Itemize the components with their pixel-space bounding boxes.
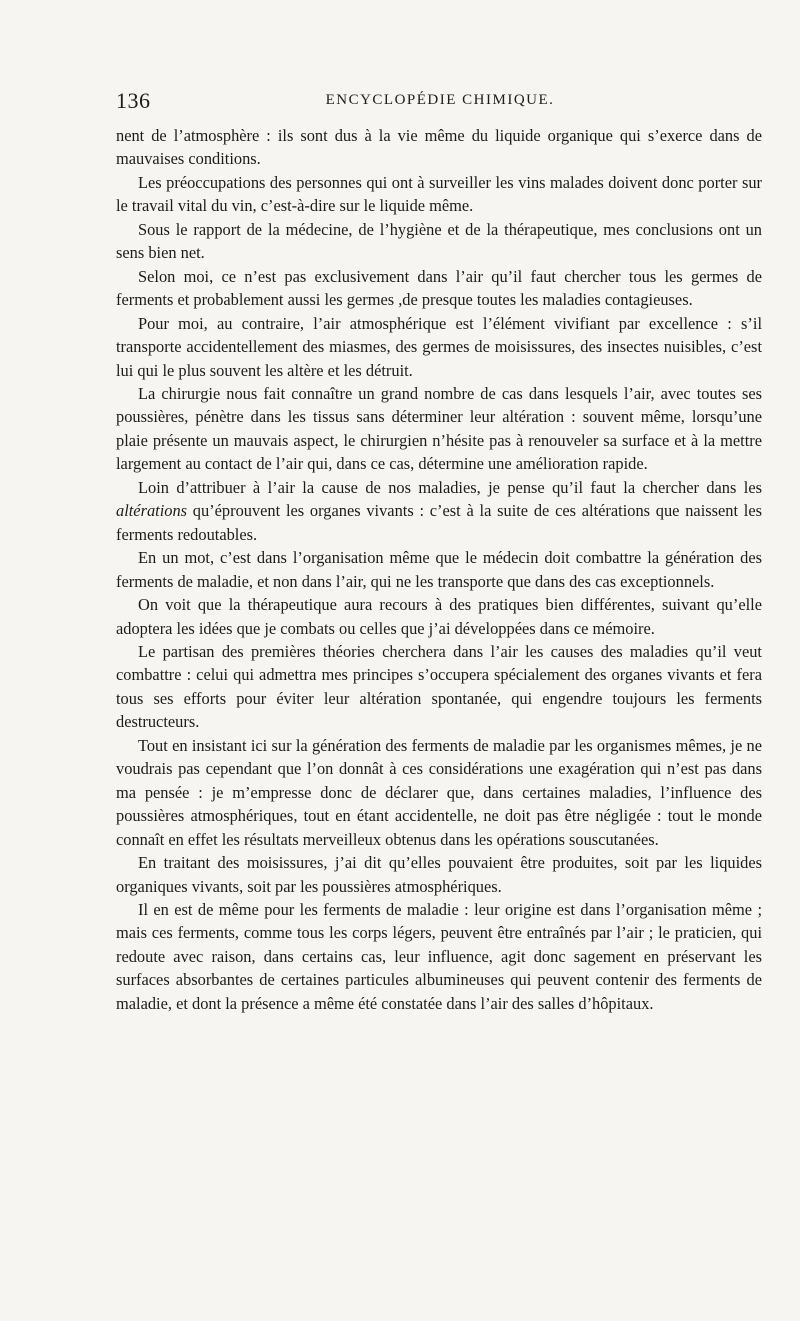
paragraph-text: Loin d’attribuer à l’air la cause de nos maladies, je pense qu’il faut la chercher dans les	[138, 477, 762, 497]
paragraph: Il en est de même pour les ferments de maladie : leur origine est dans l’organisation même ; mais ces ferments, comme tous les corps légers, peuvent être entraînés par l’air ; le praticien, qui redoute avec raison, dans certains cas, leur influence, agit donc sagement en préservant les surfaces absorbantes de certaines particules albumineuses qui peuvent contenir des ferments de maladie, et dont la présence a même été constatée dans l’air des salles d’hôpitaux.	[116, 899, 762, 1013]
italic-term: altérations	[116, 501, 188, 521]
paragraph: On voit que la thérapeutique aura recours à des pratiques bien différentes, suivant qu’elle adoptera les idées que je combats ou celles que j’ai développées dans ce mémoire.	[116, 595, 762, 638]
paragraph: Tout en insistant ici sur la génération des ferments de maladie par les organismes mêmes, je ne voudrais pas cependant que l’on donnât à ces considérations une exagération qui n’est pas dans ma pensée : je m’empresse donc de déclarer que, dans certaines maladies, l’influence des poussières atmosphériques, tout en étant accidentelle, ne doit pas être négligée : tout le monde connaît en effet les résultats merveilleux obtenus dans les opérations souscutanées.	[116, 735, 762, 849]
body-text	[116, 124, 762, 1015]
paragraph: En un mot, c’est dans l’organisation même que le médecin doit combattre la génération des ferments de maladie, et non dans l’air, qui ne les transporte que dans des cas exceptionnels.	[116, 548, 762, 591]
paragraph: Pour moi, au contraire, l’air atmosphérique est l’élément vivifiant par excellence : s’il transporte accidentellement des miasmes, des germes de moisissures, des insectes nuisibles, c’est lui qui le plus souvent les altère et les détruit.	[116, 313, 762, 380]
paragraph: Selon moi, ce n’est pas exclusivement dans l’air qu’il faut chercher tous les germes de ferments et probablement aussi les germes ,de presque toutes les maladies contagieuses.	[116, 266, 762, 310]
paragraph: La chirurgie nous fait connaître un grand nombre de cas dans lesquels l’air, avec toutes ses poussières, pénètre dans les tissus sans déterminer leur altération : souvent même, lorsqu’une plaie présente un mauvais aspect, le chirurgien n’hésite pas à renouveler sa surface et à la mettre largement au contact de l’air qui, dans ce cas, détermine une amélioration rapide.	[116, 383, 762, 474]
paragraph-text: qu’éprouvent les organes vivants : c’est à la suite de ces altérations que naissent les ferments redoutables.	[116, 501, 762, 544]
paragraph: nent de l’atmosphère : ils sont dus à la vie même du liquide organique qui s’exerce dans de mauvaises conditions.	[116, 126, 762, 169]
running-head: ENCYCLOPÉDIE CHIMIQUE.	[325, 92, 555, 108]
page-number: 136	[116, 88, 151, 113]
paragraph: Sous le rapport de la médecine, de l’hygiène et de la thérapeutique, mes conclusions ont un sens bien net.	[116, 219, 762, 263]
page-header	[116, 88, 764, 116]
paragraph: En traitant des moisissures, j’ai dit qu’elles pouvaient être produites, soit par les liquides organiques vivants, soit par les poussières atmosphériques.	[116, 853, 762, 896]
paragraph	[116, 476, 762, 546]
paragraph: Le partisan des premières théories cherchera dans l’air les causes des maladies qu’il veut combattre : celui qui admettra mes principes s’occupera spécialement des organes vivants et fera tous ses efforts pour éviter leur altération spontanée, qui engendre toujours les ferments destructeurs.	[116, 641, 762, 732]
paragraph: Les préoccupations des personnes qui ont à surveiller les vins malades doivent donc porter sur le travail vital du vin, c’est-à-dire sur le liquide même.	[116, 172, 762, 216]
